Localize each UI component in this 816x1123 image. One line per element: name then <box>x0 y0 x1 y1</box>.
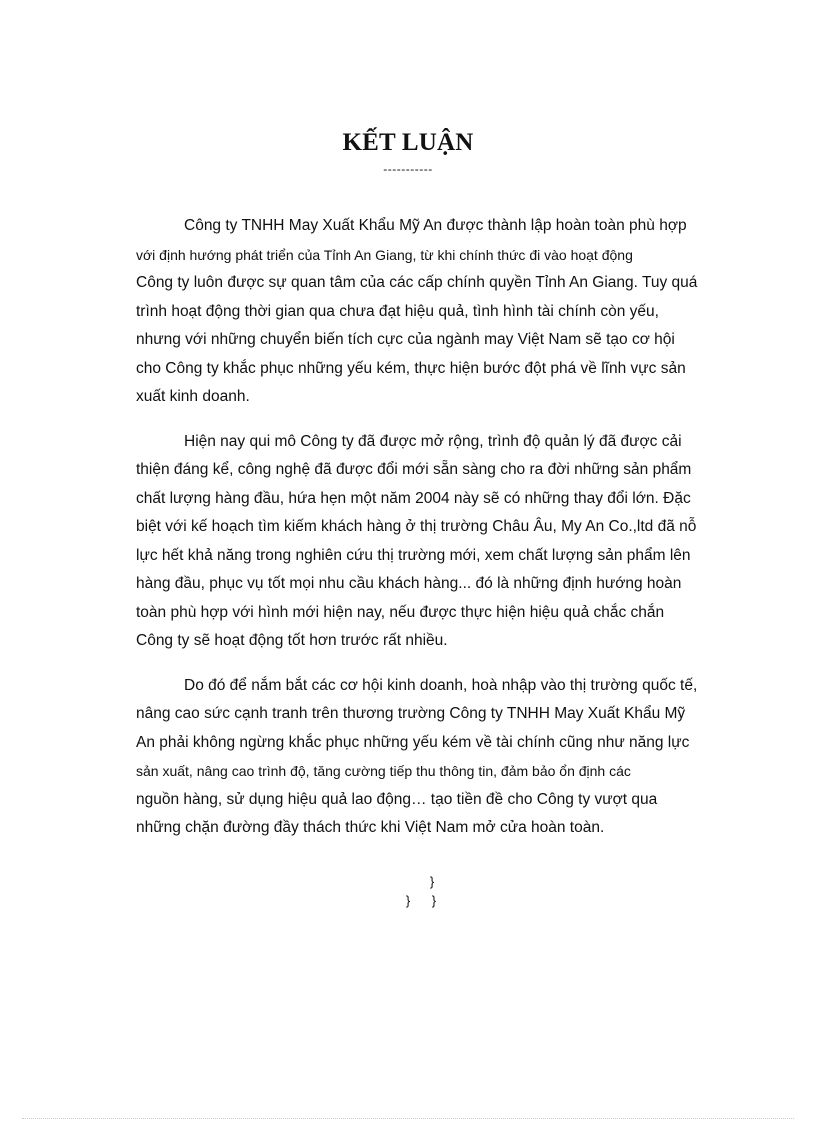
paragraph-1 <box>136 212 720 412</box>
text-line: nâng cao sức cạnh tranh trên thương trường Công ty TNHH May Xuất Khẩu Mỹ <box>136 705 686 722</box>
text-line: thiện đáng kể, công nghệ đã được đổi mới sẵn sàng cho ra đời những sản phẩm <box>136 461 692 478</box>
text-line: hàng đầu, phục vụ tốt mọi nhu cầu khách hàng... đó là những định hướng hoàn <box>136 575 682 592</box>
ornament-line-2: } } <box>405 893 437 908</box>
text-line: nhưng với những chuyển biến tích cực của ngành may Việt Nam sẽ tạo cơ hội <box>136 331 675 348</box>
paragraph-3 <box>136 672 720 843</box>
page-bottom-border <box>22 1118 794 1119</box>
body-text <box>136 212 720 859</box>
text-line: toàn phù hợp với hình mới hiện nay, nếu được thực hiện hiệu quả chắc chắn <box>136 603 665 621</box>
text-line: biệt với kế hoạch tìm kiếm khách hàng ở thị trường Châu Âu, My An Co.,ltd đã nỗ <box>136 518 697 535</box>
text-line: cho Công ty khắc phục những yếu kém, thực hiện bước đột phá về lĩnh vực sản <box>136 359 686 377</box>
page-title: KẾT LUẬN <box>342 129 474 156</box>
title-separator: ----------- <box>383 162 433 176</box>
text-line: nguồn hàng, sử dụng hiệu quả lao động… tạo tiền đề cho Công ty vượt qua <box>136 790 658 808</box>
text-line: Hiện nay qui mô Công ty đã được mở rộng, trình độ quản lý đã được cải <box>184 432 682 450</box>
text-line: An phải không ngừng khắc phục những yếu kém về tài chính cũng như năng lực <box>136 733 690 751</box>
text-line: Công ty luôn được sự quan tâm của các cấp chính quyền Tỉnh An Giang. Tuy quá <box>136 274 698 291</box>
paragraph-2 <box>136 428 720 656</box>
text-line: lực hết khả năng trong nghiên cứu thị trường mới, xem chất lượng sản phẩm lên <box>136 546 691 564</box>
text-line: Do đó để nắm bắt các cơ hội kinh doanh, hoà nhập vào thị trường quốc tế, <box>184 676 698 694</box>
text-line: Công ty sẽ hoạt động tốt hơn trước rất nhiều. <box>136 632 448 649</box>
text-line: xuất kinh doanh. <box>136 388 250 405</box>
text-line: với định hướng phát triển của Tỉnh An Giang, từ khi chính thức đi vào hoạt động <box>136 246 633 263</box>
text-line: sản xuất, nâng cao trình độ, tăng cường tiếp thu thông tin, đảm bảo ổn định các <box>136 763 631 779</box>
text-line: Công ty TNHH May Xuất Khẩu Mỹ An được thành lập hoàn toàn phù hợp <box>184 217 687 234</box>
text-line: những chặn đường đầy thách thức khi Việt Nam mở cửa hoàn toàn. <box>136 819 605 836</box>
text-line: chất lượng hàng đầu, hứa hẹn một năm 2004 này sẽ có những thay đổi lớn. Đặc <box>136 489 691 507</box>
ornament-line-1: } <box>429 874 435 889</box>
text-line: trình hoạt động thời gian qua chưa đạt hiệu quả, tình hình tài chính còn yếu, <box>136 302 659 320</box>
